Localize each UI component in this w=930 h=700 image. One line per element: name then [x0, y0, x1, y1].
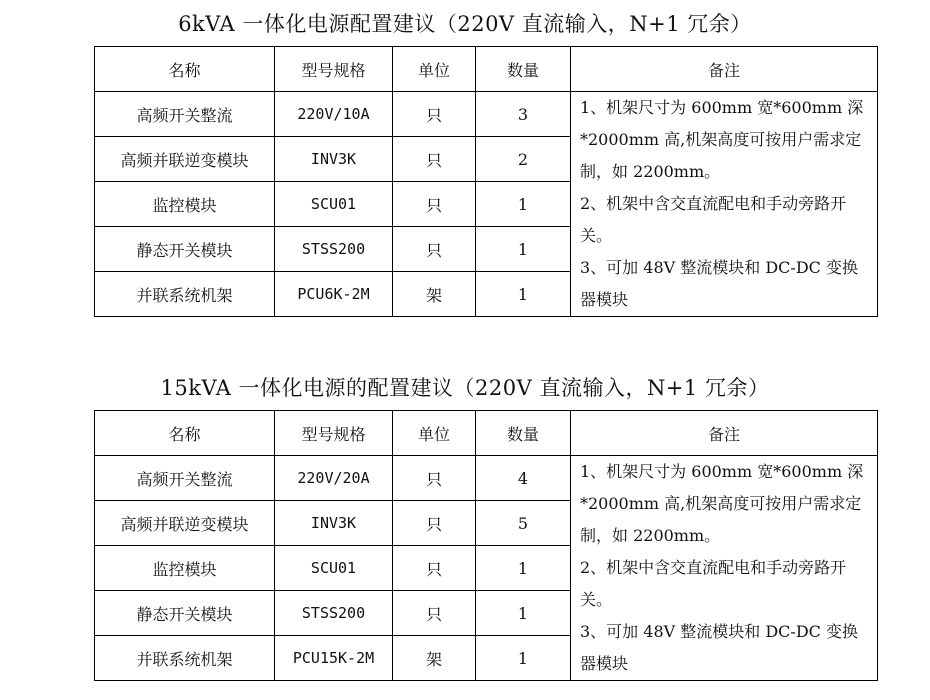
config-table: [94, 410, 878, 681]
note-item: 2、机架中含交直流配电和手动旁路开关。: [580, 194, 847, 245]
header-name: 名称: [95, 47, 275, 92]
cell-name: 并联系统机架: [95, 636, 275, 681]
cell-unit: 架: [393, 636, 476, 681]
header-unit: 单位: [393, 47, 476, 92]
cell-name: 高频并联逆变模块: [95, 137, 275, 182]
note-item: 3、可加 48V 整流模块和 DC-DC 变换器模块: [580, 622, 858, 673]
cell-qty: 2: [476, 137, 571, 182]
header-qty: 数量: [476, 47, 571, 92]
cell-name: 静态开关模块: [95, 591, 275, 636]
cell-model: SCU01: [275, 546, 393, 591]
table-row: [95, 92, 878, 137]
cell-unit: 只: [393, 591, 476, 636]
cell-qty: 1: [476, 636, 571, 681]
cell-unit: 只: [393, 182, 476, 227]
config-table: [94, 46, 878, 317]
cell-notes: [571, 92, 878, 317]
table-row: [95, 456, 878, 501]
cell-name: 高频开关整流: [95, 456, 275, 501]
table-header-row: [95, 411, 878, 456]
cell-unit: 只: [393, 456, 476, 501]
cell-qty: 1: [476, 591, 571, 636]
cell-unit: 只: [393, 227, 476, 272]
cell-name: 监控模块: [95, 182, 275, 227]
note-item: 3、可加 48V 整流模块和 DC-DC 变换器模块: [580, 258, 858, 309]
table-header-row: [95, 47, 878, 92]
cell-unit: 只: [393, 546, 476, 591]
cell-model: INV3K: [275, 501, 393, 546]
cell-model: SCU01: [275, 182, 393, 227]
cell-unit: 只: [393, 137, 476, 182]
header-qty: 数量: [476, 411, 571, 456]
note-item: 1、机架尺寸为 600mm 宽*600mm 深*2000mm 高,机架高度可按用户需求定制，如 2200mm。: [580, 462, 864, 545]
section-title: 15kVA 一体化电源的配置建议（220V 直流输入，N+1 冗余）: [160, 376, 770, 400]
cell-model: STSS200: [275, 227, 393, 272]
cell-name: 静态开关模块: [95, 227, 275, 272]
cell-model: STSS200: [275, 591, 393, 636]
cell-name: 并联系统机架: [95, 272, 275, 317]
header-model: 型号规格: [275, 411, 393, 456]
cell-model: INV3K: [275, 137, 393, 182]
header-notes: 备注: [571, 47, 878, 92]
header-unit: 单位: [393, 411, 476, 456]
cell-qty: 3: [476, 92, 571, 137]
section-title: 6kVA 一体化电源配置建议（220V 直流输入，N+1 冗余）: [178, 12, 752, 36]
cell-qty: 1: [476, 272, 571, 317]
cell-qty: 4: [476, 456, 571, 501]
cell-name: 高频并联逆变模块: [95, 501, 275, 546]
cell-notes: [571, 456, 878, 681]
cell-qty: 1: [476, 227, 571, 272]
cell-model: 220V/10A: [275, 92, 393, 137]
cell-unit: 只: [393, 92, 476, 137]
cell-name: 高频开关整流: [95, 92, 275, 137]
cell-model: 220V/20A: [275, 456, 393, 501]
note-item: 1、机架尺寸为 600mm 宽*600mm 深*2000mm 高,机架高度可按用户需求定制，如 2200mm。: [580, 98, 864, 181]
header-model: 型号规格: [275, 47, 393, 92]
header-name: 名称: [95, 411, 275, 456]
cell-qty: 5: [476, 501, 571, 546]
cell-unit: 架: [393, 272, 476, 317]
cell-qty: 1: [476, 546, 571, 591]
cell-unit: 只: [393, 501, 476, 546]
note-item: 2、机架中含交直流配电和手动旁路开关。: [580, 558, 847, 609]
cell-name: 监控模块: [95, 546, 275, 591]
header-notes: 备注: [571, 411, 878, 456]
cell-qty: 1: [476, 182, 571, 227]
cell-model: PCU15K-2M: [275, 636, 393, 681]
cell-model: PCU6K-2M: [275, 272, 393, 317]
